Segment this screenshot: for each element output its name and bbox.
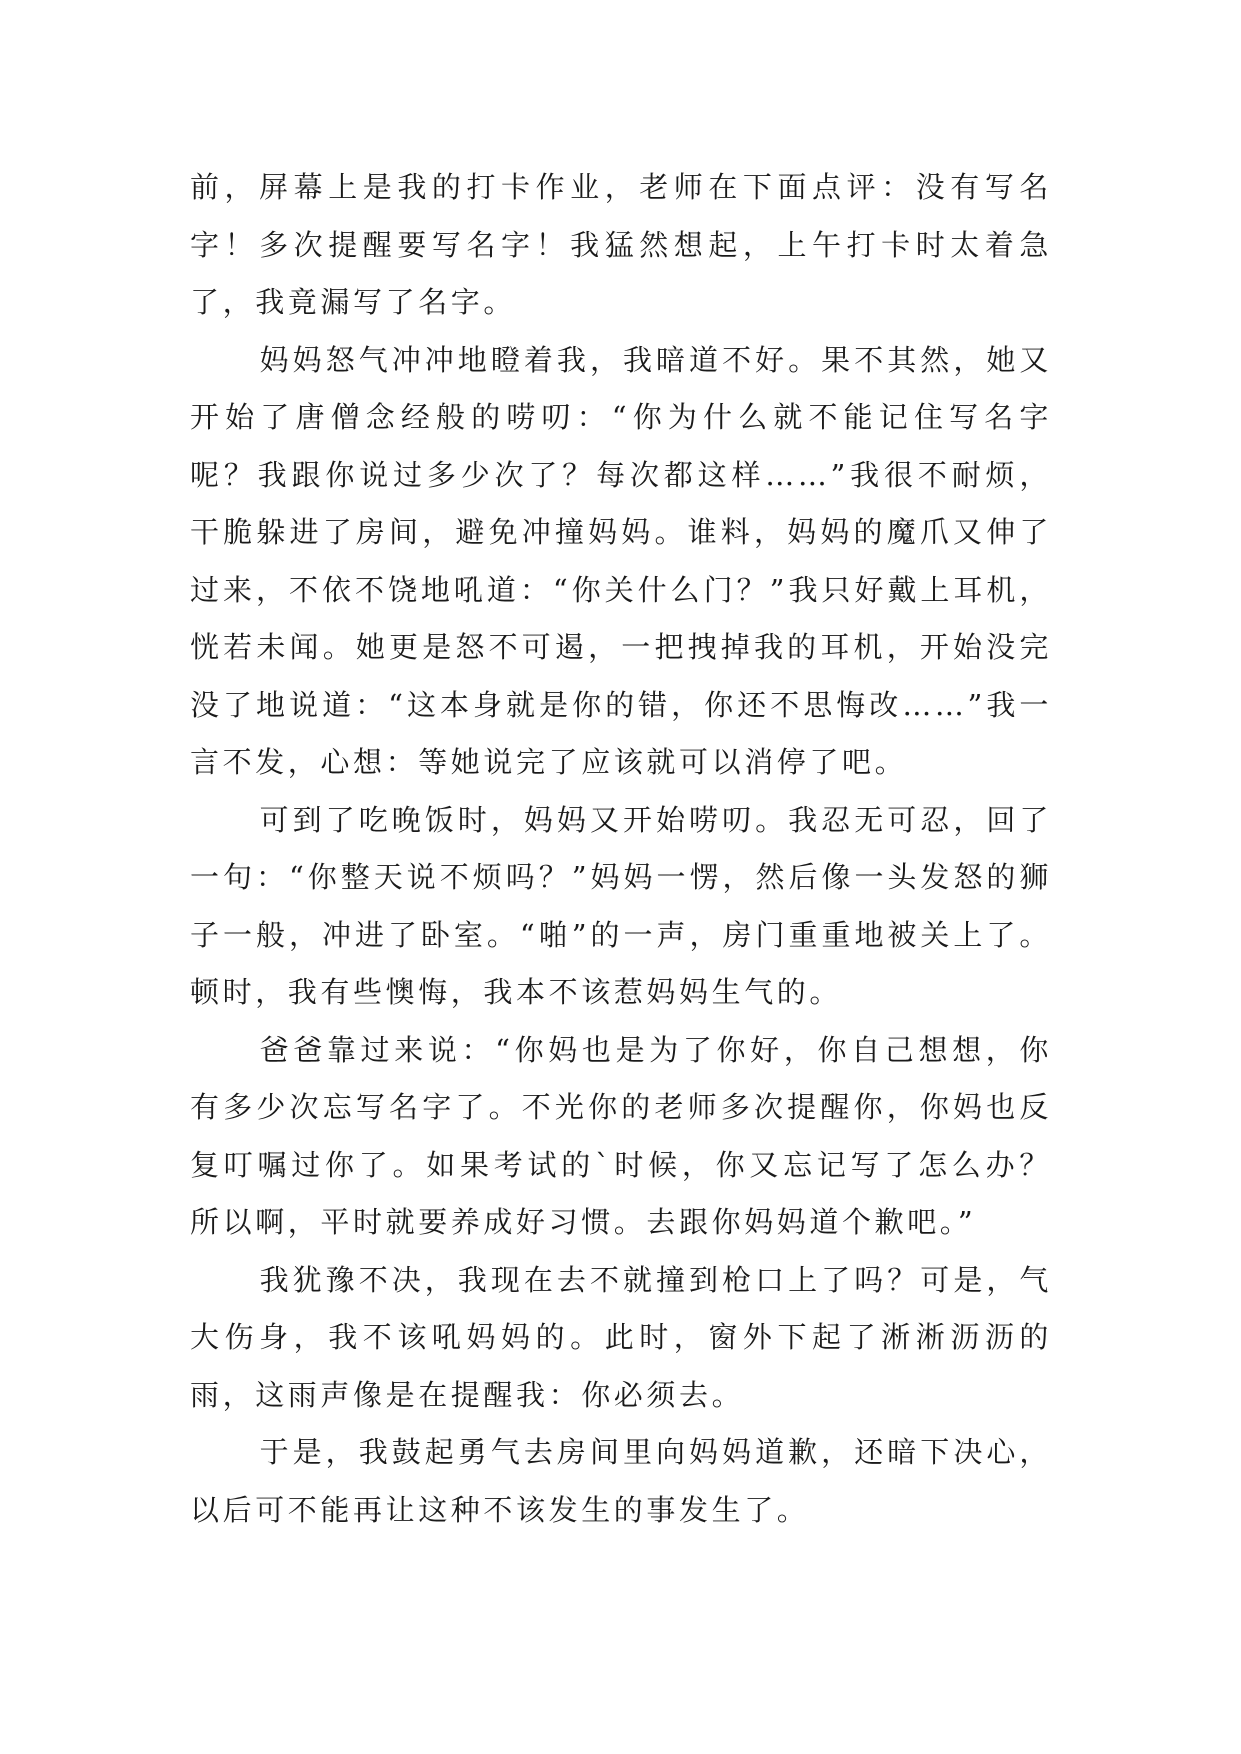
paragraph-4: 爸爸靠过来说：“你妈也是为了你好，你自己想想，你有多少次忘写名字了。不光你的老师多次提醒你，你妈也反复叮嘱过你了。如果考试的`时候，你又忘记写了怎么办？所以啊，平时就要养成好习惯。去跟你妈妈道个歉吧。” [190,1032,1052,1239]
paragraph-6: 于是，我鼓起勇气去房间里向妈妈道歉，还暗下决心，以后可不能再让这种不该发生的事发生了。 [190,1435,1052,1527]
paragraph-5: 我犹豫不决，我现在去不就撞到枪口上了吗？可是，气大伤身，我不该吼妈妈的。此时，窗外下起了淅淅沥沥的雨，这雨声像是在提醒我：你必须去。 [190,1262,1052,1412]
paragraph-3: 可到了吃晚饭时，妈妈又开始唠叨。我忍无可忍，回了一句：“你整天说不烦吗？”妈妈一愣，然后像一头发怒的狮子一般，冲进了卧室。“啪”的一声，房门重重地被关上了。顿时，我有些懊悔，我本不该惹妈妈生气的。 [190,802,1052,1009]
paragraph-1: 前，屏幕上是我的打卡作业，老师在下面点评：没有写名字！多次提醒要写名字！我猛然想起，上午打卡时太着急了，我竟漏写了名字。 [190,170,1052,319]
paragraph-2: 妈妈怒气冲冲地瞪着我，我暗道不好。果不其然，她又开始了唐僧念经般的唠叨：“你为什么就不能记住写名字呢？我跟你说过多少次了？每次都这样……”我很不耐烦，干脆躲进了房间，避免冲撞妈妈。谁料，妈妈的魔爪又伸了过来，不依不饶地吼道：“你关什么门？”我只好戴上耳机，恍若未闻。她更是怒不可遏，一把拽掉我的耳机，开始没完没了地说道：“这本身就是你的错，你还不思悔改……”我一言不发，心想：等她说完了应该就可以消停了吧。 [190,342,1052,779]
body-text [190,159,1052,1539]
